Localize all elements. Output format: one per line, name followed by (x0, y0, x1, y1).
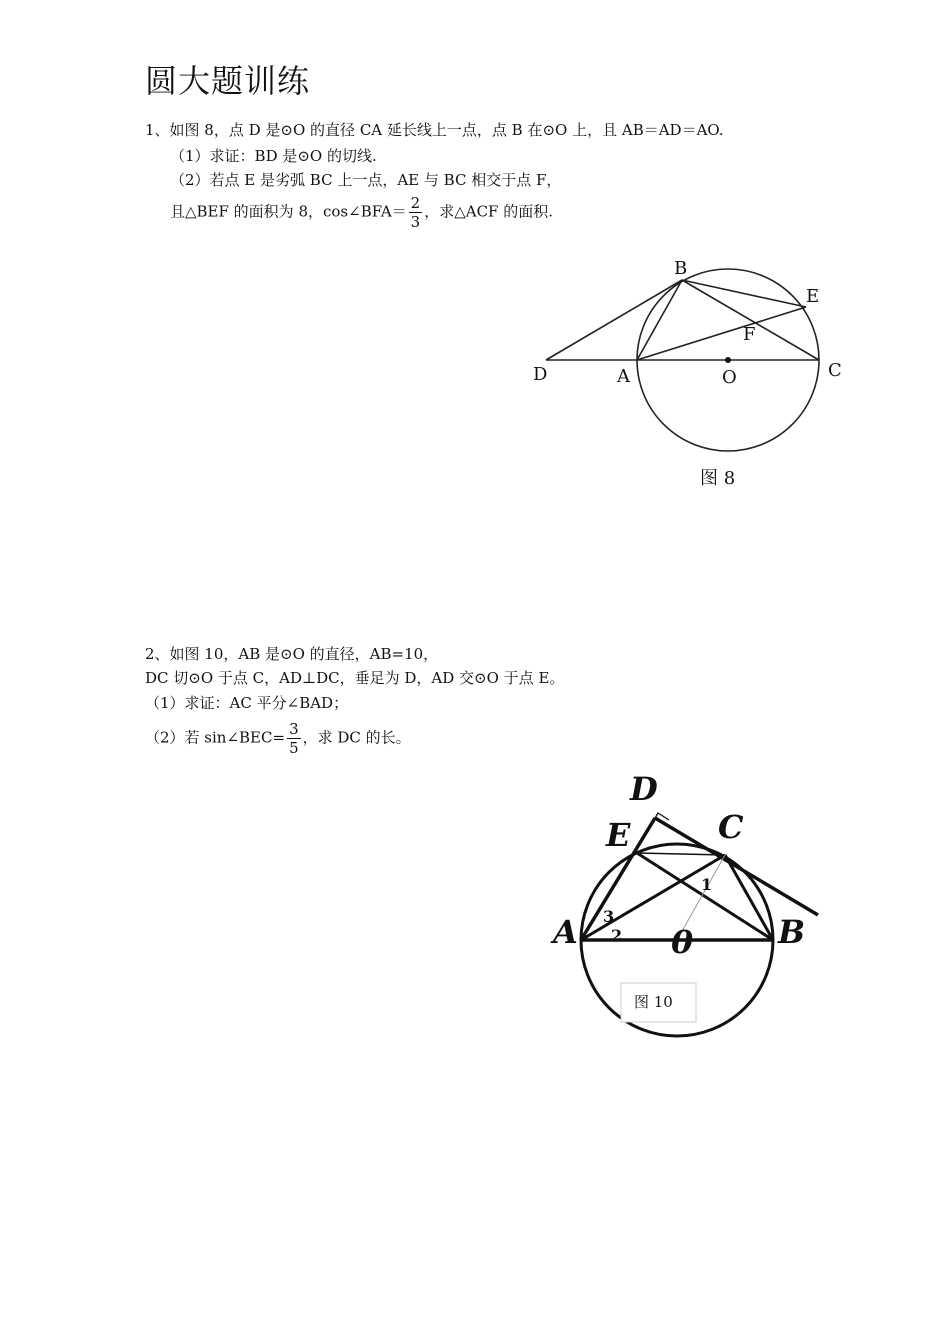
figure-10-caption: 图 10 (634, 993, 673, 1011)
label-a: A (553, 913, 578, 951)
line-db (546, 280, 682, 360)
label-c: C (718, 808, 744, 846)
problem1-question2-cont (170, 194, 553, 231)
problem1-q2-post: ，求△ACF 的面积. (424, 202, 553, 221)
label-o: O (722, 367, 737, 388)
problem1-statement: 1、如图 8，点 D 是⊙O 的直径 CA 延长线上一点，点 B 在⊙O 上，且 AB＝AD＝AO. (145, 121, 724, 139)
fraction-numerator: 2 (410, 194, 421, 212)
label-d: D (630, 770, 658, 808)
problem2-question2 (145, 720, 411, 757)
label-b: B (778, 913, 806, 951)
problem2-statement-cont: DC 切⊙O 于点 C，AD⊥DC，垂足为 D，AD 交⊙O 于点 E。 (145, 669, 565, 687)
problem2-q2-post: ，求 DC 的长。 (302, 728, 411, 747)
label-e: E (806, 286, 820, 307)
problem1-question1: （1）求证：BD 是⊙O 的切线. (170, 147, 377, 165)
label-a: A (617, 366, 630, 387)
label-c: C (828, 360, 842, 381)
fraction-sin (287, 720, 301, 757)
line-be (682, 280, 806, 307)
figure-8-caption: 图 8 (700, 468, 736, 489)
label-b: B (674, 258, 688, 279)
problem2-question1: （1）求证：AC 平分∠BAD； (145, 694, 349, 712)
figure-8 (520, 250, 860, 500)
line-bc (682, 280, 819, 360)
fraction-cos (409, 194, 423, 231)
label-f: F (743, 324, 756, 345)
line-cb (725, 855, 773, 940)
page-title: 圆大题训练 (145, 62, 311, 100)
figure-10 (540, 765, 840, 1055)
fraction-denominator: 5 (289, 739, 299, 757)
problem1-q2-pre: 且△BEF 的面积为 8，cos∠BFA＝ (170, 202, 407, 221)
line-ac (581, 855, 725, 940)
problem2-q2-pre: （2）若 sin∠BEC= (145, 728, 286, 747)
label-d: D (533, 364, 548, 385)
label-angle-2: 2 (611, 926, 623, 945)
problem1-question2: （2）若点 E 是劣弧 BC 上一点，AE 与 BC 相交于点 F， (170, 171, 562, 189)
label-e: E (606, 816, 631, 854)
fraction-numerator: 3 (289, 720, 299, 738)
label-angle-3: 3 (603, 907, 615, 926)
problem2-statement: 2、如图 10，AB 是⊙O 的直径，AB=10， (145, 645, 439, 663)
label-o: 0 (671, 923, 694, 961)
center-point (725, 357, 731, 363)
label-angle-1: 1 (701, 875, 713, 894)
fraction-denominator: 3 (410, 213, 421, 231)
